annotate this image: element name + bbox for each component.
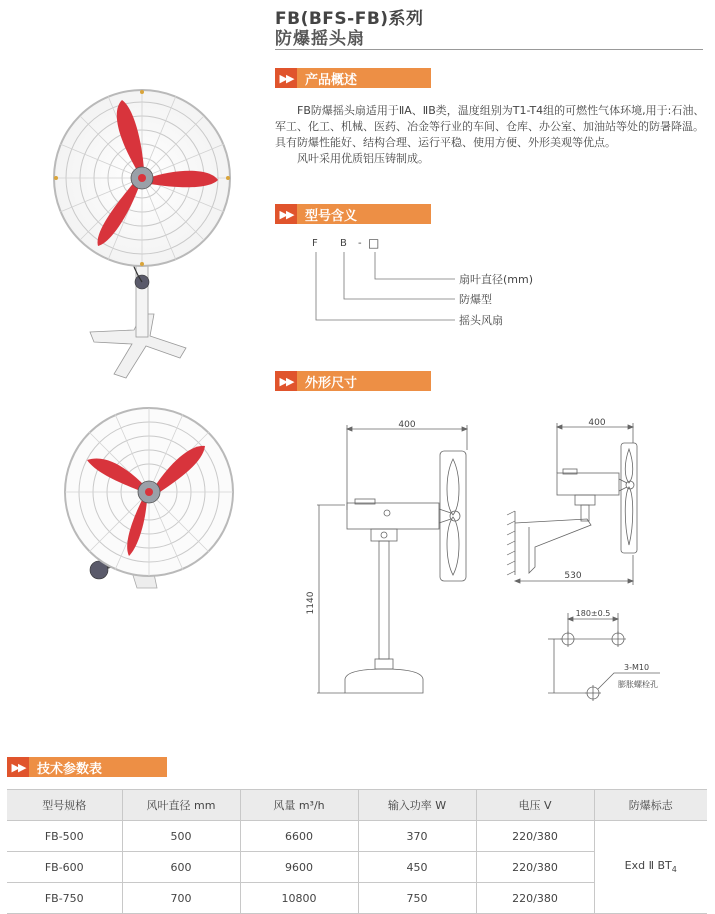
- dim-hole-spacing: 180±0.5: [575, 609, 611, 618]
- wall-fan-image: [45, 400, 235, 590]
- double-chevron-icon: ▶▶: [7, 757, 29, 777]
- cell-ex-mark: [594, 821, 707, 914]
- cell-diameter: 600: [122, 852, 240, 883]
- model-letter-dash: -: [358, 238, 362, 249]
- cell-model: FB-600: [7, 852, 122, 883]
- cell-model: FB-750: [7, 883, 122, 914]
- model-letter-b: B: [340, 238, 347, 249]
- col-header-airflow: 风量 m³/h: [240, 790, 358, 821]
- cell-power: 450: [358, 852, 476, 883]
- cell-airflow: 6600: [240, 821, 358, 852]
- spec-table-header-row: [7, 790, 707, 821]
- col-header-ex-mark: 防爆标志: [594, 790, 707, 821]
- model-meaning-oscillating-fan: 摇头风扇: [459, 314, 503, 327]
- section-header-dimensions: [275, 371, 431, 391]
- model-letter-f: F: [312, 238, 318, 249]
- ex-mark-text: Exd Ⅱ BT: [624, 859, 672, 873]
- cell-diameter: 700: [122, 883, 240, 914]
- bolt-desc-label: 膨胀螺栓孔: [618, 680, 658, 689]
- cell-voltage: 220/380: [476, 821, 594, 852]
- double-chevron-icon: ▶▶: [275, 68, 297, 88]
- stand-fan-drawing: [295, 415, 485, 705]
- cell-diameter: 500: [122, 821, 240, 852]
- bolt-spec-label: 3-M10: [624, 663, 650, 672]
- ex-mark-subscript: 4: [671, 865, 677, 875]
- section-title-dimensions: 外形尺寸: [297, 371, 431, 391]
- dim-wall-width: 400: [588, 418, 606, 428]
- title-divider: [275, 49, 703, 50]
- cell-power: 370: [358, 821, 476, 852]
- dim-stand-height: 1140: [306, 591, 316, 615]
- section-header-overview: [275, 68, 431, 88]
- col-header-model: 型号规格: [7, 790, 122, 821]
- col-header-diameter: 风叶直径 mm: [122, 790, 240, 821]
- section-title-overview: 产品概述: [297, 68, 431, 88]
- series-title: FB(BFS-FB)系列: [275, 9, 424, 29]
- model-meaning-diameter: 扇叶直径(mm): [459, 273, 534, 286]
- cell-voltage: 220/380: [476, 852, 594, 883]
- wall-fan-drawing: [505, 415, 645, 590]
- model-meaning-explosion-proof: 防爆型: [459, 293, 492, 306]
- col-header-voltage: 电压 V: [476, 790, 594, 821]
- stand-fan-image: [42, 52, 242, 392]
- overview-paragraph-1: FB防爆摇头扇适用于ⅡA、ⅡB类，温度组别为T1-T4组的可燃性气体环境,用于:石油、军工、化工、机械、医药、冶金等行业的车间、仓库、办公室、加油站等处的防暑降温。具有防爆性能好、结构合理、运行平稳、使用方便、外形美观等优点。: [275, 104, 705, 149]
- overview-paragraph-2: 风叶采用优质铝压铸制成。: [297, 152, 429, 165]
- double-chevron-icon: ▶▶: [275, 371, 297, 391]
- section-title-model: 型号含义: [297, 204, 431, 224]
- col-header-power: 输入功率 W: [358, 790, 476, 821]
- table-row: [7, 821, 707, 852]
- cell-airflow: 10800: [240, 883, 358, 914]
- dim-wall-reach: 530: [564, 571, 582, 581]
- bolt-hole-drawing: [540, 605, 690, 715]
- section-header-specs: [7, 757, 167, 777]
- overview-text: [275, 103, 705, 167]
- spec-table: [7, 789, 707, 914]
- cell-airflow: 9600: [240, 852, 358, 883]
- cell-power: 750: [358, 883, 476, 914]
- double-chevron-icon: ▶▶: [275, 204, 297, 224]
- product-title: 防爆摇头扇: [275, 29, 365, 49]
- cell-voltage: 220/380: [476, 883, 594, 914]
- model-letter-size: □: [368, 236, 380, 250]
- section-title-specs: 技术参数表: [29, 757, 167, 777]
- section-header-model: [275, 204, 431, 224]
- cell-model: FB-500: [7, 821, 122, 852]
- model-code-diagram: [300, 232, 560, 332]
- dim-stand-width: 400: [398, 420, 416, 430]
